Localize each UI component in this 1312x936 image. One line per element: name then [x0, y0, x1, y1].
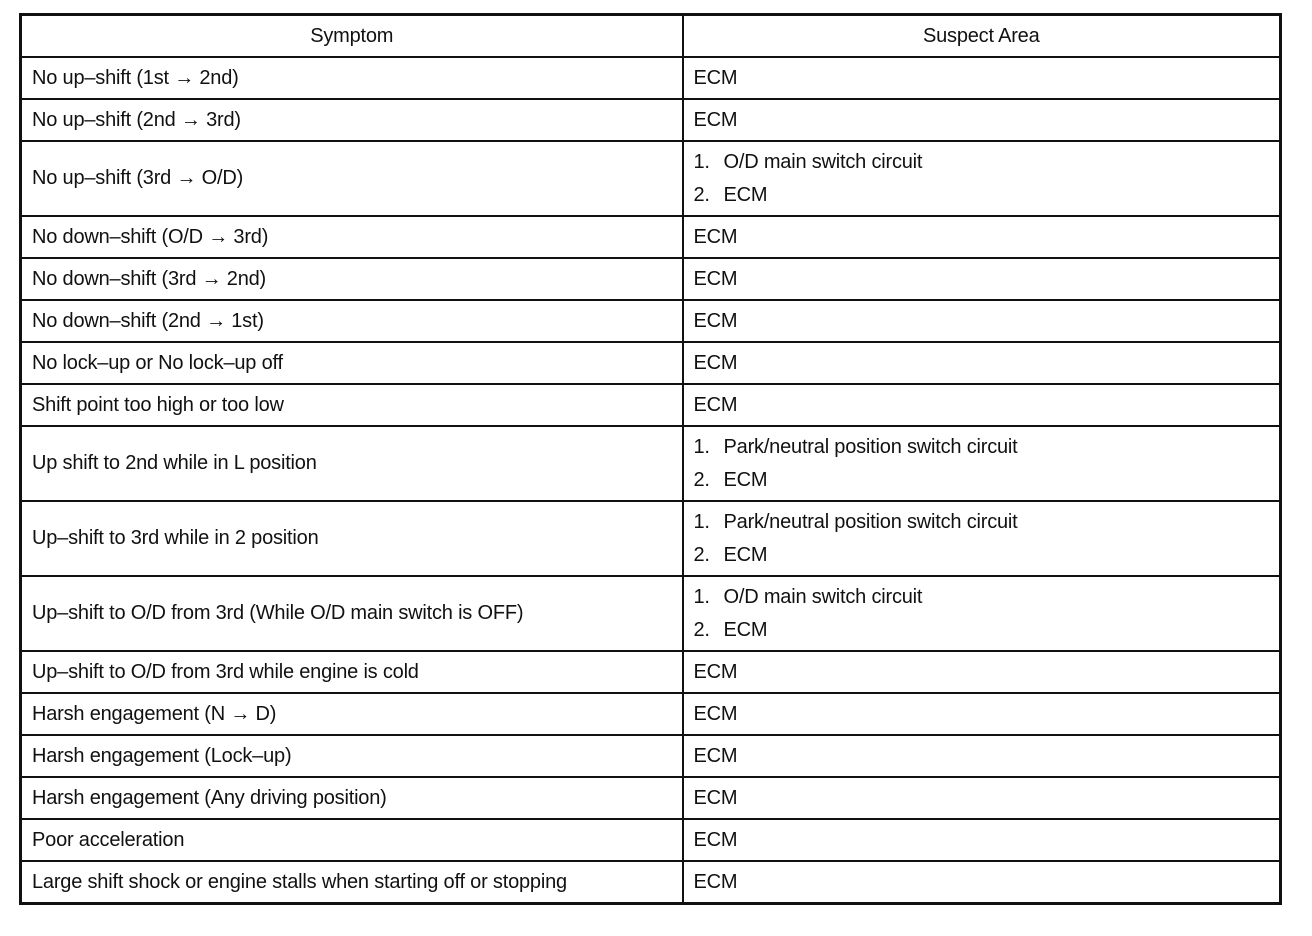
- symptom-column-header: Symptom: [21, 15, 683, 58]
- suspect-area-cell: ECM: [683, 693, 1281, 735]
- suspect-area-cell: ECM: [683, 819, 1281, 861]
- symptom-cell: No up–shift (1st → 2nd): [21, 57, 683, 99]
- symptom-cell: Harsh engagement (N → D): [21, 693, 683, 735]
- symptom-cell: Up–shift to O/D from 3rd while engine is cold: [21, 651, 683, 693]
- suspect-area-list: [694, 581, 1270, 647]
- suspect-area-cell: ECM: [683, 777, 1281, 819]
- suspect-area-item: [694, 179, 1270, 212]
- suspect-area-cell: [683, 141, 1281, 216]
- symptom-cell: No up–shift (2nd → 3rd): [21, 99, 683, 141]
- symptom-table: [19, 13, 1282, 905]
- suspect-area-cell: ECM: [683, 735, 1281, 777]
- suspect-area-item: [694, 146, 1270, 179]
- table-row: [21, 576, 1281, 651]
- suspect-area-item: [694, 431, 1270, 464]
- suspect-area-text: ECM: [723, 183, 768, 206]
- symptom-cell: Poor acceleration: [21, 819, 683, 861]
- table-row: [21, 861, 1281, 904]
- suspect-area-cell: [683, 576, 1281, 651]
- table-row: [21, 258, 1281, 300]
- suspect-area-item: [694, 614, 1270, 647]
- suspect-area-cell: ECM: [683, 384, 1281, 426]
- suspect-area-text: ECM: [723, 468, 768, 491]
- suspect-area-text: ECM: [723, 543, 768, 566]
- suspect-area-cell: ECM: [683, 342, 1281, 384]
- suspect-area-cell: ECM: [683, 300, 1281, 342]
- symptom-cell: Large shift shock or engine stalls when starting off or stopping: [21, 861, 683, 904]
- suspect-area-list: [694, 431, 1270, 497]
- suspect-area-cell: ECM: [683, 651, 1281, 693]
- table-row: [21, 342, 1281, 384]
- suspect-area-column-header: Suspect Area: [683, 15, 1281, 58]
- table-row: [21, 384, 1281, 426]
- table-row: [21, 777, 1281, 819]
- suspect-area-cell: ECM: [683, 258, 1281, 300]
- table-row: [21, 651, 1281, 693]
- symptom-cell: No down–shift (2nd → 1st): [21, 300, 683, 342]
- table-row: [21, 426, 1281, 501]
- symptom-cell: Harsh engagement (Any driving position): [21, 777, 683, 819]
- suspect-area-list: [694, 506, 1270, 572]
- symptom-cell: Up shift to 2nd while in L position: [21, 426, 683, 501]
- symptom-cell: No lock–up or No lock–up off: [21, 342, 683, 384]
- suspect-area-list: [694, 146, 1270, 212]
- suspect-area-cell: ECM: [683, 99, 1281, 141]
- suspect-area-cell: ECM: [683, 57, 1281, 99]
- suspect-area-item: [694, 581, 1270, 614]
- suspect-area-cell: [683, 501, 1281, 576]
- item-number: 1.: [693, 150, 710, 173]
- item-number: 1.: [693, 585, 710, 608]
- table-row: [21, 300, 1281, 342]
- suspect-area-text: Park/neutral position switch circuit: [723, 435, 1018, 458]
- suspect-area-text: ECM: [723, 618, 768, 641]
- item-number: 2.: [693, 543, 710, 566]
- symptom-cell: Harsh engagement (Lock–up): [21, 735, 683, 777]
- table-row: [21, 216, 1281, 258]
- table-row: [21, 57, 1281, 99]
- suspect-area-item: [694, 506, 1270, 539]
- item-number: 2.: [693, 183, 710, 206]
- symptom-cell: Shift point too high or too low: [21, 384, 683, 426]
- table-row: [21, 819, 1281, 861]
- suspect-area-text: Park/neutral position switch circuit: [723, 510, 1018, 533]
- symptom-cell: Up–shift to 3rd while in 2 position: [21, 501, 683, 576]
- suspect-area-item: [694, 464, 1270, 497]
- table-body: [21, 57, 1281, 904]
- suspect-area-text: O/D main switch circuit: [723, 585, 923, 608]
- suspect-area-cell: ECM: [683, 861, 1281, 904]
- suspect-area-cell: [683, 426, 1281, 501]
- symptom-cell: No up–shift (3rd → O/D): [21, 141, 683, 216]
- table-row: [21, 99, 1281, 141]
- table-row: [21, 693, 1281, 735]
- table-row: [21, 141, 1281, 216]
- symptom-cell: Up–shift to O/D from 3rd (While O/D main switch is OFF): [21, 576, 683, 651]
- item-number: 1.: [693, 510, 710, 533]
- item-number: 1.: [693, 435, 710, 458]
- item-number: 2.: [693, 618, 710, 641]
- item-number: 2.: [693, 468, 710, 491]
- suspect-area-item: [694, 539, 1270, 572]
- symptom-cell: No down–shift (O/D → 3rd): [21, 216, 683, 258]
- table-row: [21, 501, 1281, 576]
- symptom-cell: No down–shift (3rd → 2nd): [21, 258, 683, 300]
- suspect-area-cell: ECM: [683, 216, 1281, 258]
- suspect-area-text: O/D main switch circuit: [723, 150, 923, 173]
- table-row: [21, 735, 1281, 777]
- header-row: [21, 15, 1281, 58]
